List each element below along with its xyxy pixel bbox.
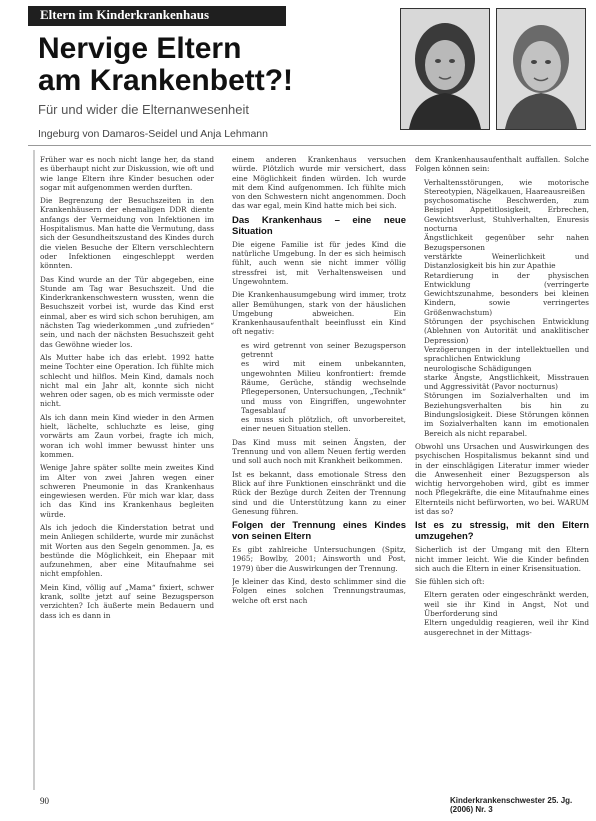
text-column-2: [232, 155, 406, 791]
list-item: • psychosomatische Beschwerden, zum Beispiel Appetitlosigkeit, Erbrechen, Gewichtsverlust, Stuhlverhalten, Enuresis nocturna: [424, 196, 589, 233]
section-label: Eltern im Kinderkrankenhaus: [40, 7, 210, 22]
list-item: • Störungen der psychischen Entwicklung (Ablehnen von Autorität und anaklitischer Depression): [424, 317, 589, 345]
header-divider: [28, 145, 591, 146]
paragraph: Wenige Jahre später sollte mein zweites Kind im Alter von zwei Jahren wegen einer schweren Pneumonie in das Krankenhaus eingewiesen werden. Für mich war klar, dass ich das Kind ins Krankenhaus begleiten würde.: [40, 463, 214, 519]
list-item: • Retardierung in der physischen Entwicklung (verringerte Gewichtszunahme, besonders bei kleinen Kindern, sowie verringertes Größenwachstum): [424, 271, 589, 317]
paragraph: dem Krankenhausaufenthalt auffallen. Solche Folgen können sein:: [415, 155, 589, 174]
paragraph: Mein Kind, völlig auf „Mama“ fixiert, schwer krank, sollte jetzt auf seine Bezugsperson verzichten? Ich äußerte mein Bedauern und dass ich es dann in: [40, 582, 214, 620]
title-line-2: am Krankenbett?!: [38, 63, 294, 97]
list-item: • es wird mit einem unbekannten, ungewohnten Milieu konfrontiert: fremde Räume, Gerüche, ständig wechselnde Pflegepersonen, Untersuchungen, „Technik“ und muss von Eingriffen, ungewohnter Tagesablauf: [241, 359, 406, 415]
section-heading: Ist es zu stressig, mit den Eltern umzugehen?: [415, 520, 589, 543]
list-item: • verstärkte Weinerlichkeit und Distanzlosigkeit bis hin zur Apathie: [424, 252, 589, 271]
paragraph: Als ich dann mein Kind wieder in den Armen hielt, lächelte, schluchzte es leise, ging vorwärts am Zaun vorbei, fragte ich mich, woran ich wohl immer bewusst hinter uns kommen.: [40, 412, 214, 459]
paragraph: Sicherlich ist der Umgang mit den Eltern nicht immer leicht. Wie die Kinder befinden sich auch die Eltern in einer Krisensituation.: [415, 545, 589, 573]
list-item: • es wird getrennt von seiner Bezugsperson getrennt: [241, 341, 406, 360]
paragraph: Das Kind wurde an der Tür abgegeben, eine Stunde am Tag war Besuchszeit. Und die Kinderkrankenschwestern wussten, wenn die Besuchszeit vorbei ist, wurde das Kind erst einmal, aber es wird sich schon beruhigen, am nächsten Tag wiederkommen „und zufrieden“ sein, und nach der nächsten Besuchszeit geht das Gewöhne wieder los.: [40, 274, 214, 349]
author-photo-1: [400, 8, 490, 130]
list-item: • Verzögerungen in der intellektuellen und sprachlichen Entwicklung: [424, 345, 589, 364]
bullet-list: [232, 341, 406, 434]
paragraph: Sie fühlen sich oft:: [415, 577, 485, 587]
paragraph: Ist es bekannt, dass emotionale Stress den Blick auf ihre Funktionen einschränkt und die Rück der Bezüge durch Zeiten der Trennung sind und die Unterstützung kann zu einer Genesung führen.: [232, 469, 406, 516]
author-portrait-2-image: [497, 9, 585, 129]
paragraph: Als ich jedoch die Kinderstation betrat und mein Anliegen schilderte, wurde mir zunächst mit Worten aus den Segeln genommen. Ja, es bestünde die Möglichkeit, ein Ehepaar mit aufzunehmen, aber eine Mitaufnahme sei nicht empfohlen.: [40, 522, 214, 579]
list-item: • starke Ängste, Angstlichkeit, Misstrauen und Aggressivität (Pavor nocturnus): [424, 373, 589, 392]
paragraph: Die Krankenhausumgebung wird immer, trotz aller Bemühungen, stark von der häuslichen Umgebung abweichen. Ein Krankenhausaufenthalt beeinflusst ein Kind oft negativ:: [232, 290, 406, 337]
list-item: • Verhaltensstörungen, wie motorische Stereotypien, Nägelkauen, Haareausreißen: [424, 178, 589, 197]
journal-footer: Kinderkrankenschwester 25. Jg. (2006) Nr. 3: [450, 796, 573, 814]
margin-line: [33, 150, 35, 790]
paragraph: Es gibt zahlreiche Untersuchungen (Spitz, 1965; Bowlby, 2001; Ainsworth und Post, 1979) über die Auswirkungen der Trennung.: [232, 545, 406, 573]
paragraph: Als Mutter habe ich das erlebt. 1992 hatte meine Tochter eine Operation. Ich fühlte mich schlecht und hilflos. Mein Kind, damals noch nicht mal ein Jahr alt, konnte sich nicht wehren oder sagen, ob es mich vermisste oder nicht.: [40, 352, 214, 409]
author-portrait-1-image: [401, 9, 489, 129]
bullet-list: [415, 178, 589, 438]
section-heading: Das Krankenhaus – eine neue Situation: [232, 214, 406, 237]
paragraph: Das Kind muss mit seinen Ängsten, der Trennung und von allem Neuen fertig werden und soll auch noch mit Krankheit beikommen.: [232, 437, 406, 466]
paragraph: Obwohl uns Ursachen und Auswirkungen des psychischen Hospitalismus bekannt sind und in der einschlägigen Literatur immer wieder die Anwesenheit einer Bezugsperson als wichtig hervorgehoben wird, gibt es immer noch Pflegekräfte, die eine Mitaufnahme eines Elternteils nicht befürworten, wo bei. WARUM ist das so?: [415, 441, 589, 516]
paragraph: Die eigene Familie ist für jedes Kind die natürliche Umgebung. In der es sich heimisch fühlt, auch wenn sie nicht immer völlig stressfrei ist, mit Verhaltensweisen und Ungewohntem.: [232, 239, 406, 286]
paragraph: Je kleiner das Kind, desto schlimmer sind die Folgen eines solchen Trennungstraumas, welche oft erst nach: [232, 576, 406, 605]
list-item: • Störungen im Sozialverhalten und im Beziehungsverhalten bis hin zu Bindungslosigkeit. Diese Störungen können im Sozialverhalten kann im emotionalen Bereich als nicht reparabel.: [424, 391, 589, 437]
list-item: • Ängstlichkeit gegenüber sehr nahen Bezugspersonen: [424, 233, 589, 252]
bullet-list: [415, 590, 589, 636]
list-item: • Eltern geraten oder eingeschränkt werden, weil sie ihr Kind in Angst, Not und Überforderung sind: [424, 590, 589, 618]
article-authors: Ingeburg von Damaros-Seidel und Anja Lehmann: [38, 128, 268, 140]
title-line-1: Nervige Eltern: [38, 32, 242, 65]
list-item: • neurologische Schädigungen: [424, 364, 589, 373]
page-number: 90: [40, 796, 49, 806]
text-column-3: [415, 155, 589, 791]
list-item: • es muss sich plötzlich, oft unvorbereitet, einer neuen Situation stellen.: [241, 415, 406, 434]
text-column-1: [40, 155, 214, 791]
author-photo-2: [496, 8, 586, 130]
article-subtitle: Für und wider die Elternanwesenheit: [38, 102, 250, 117]
article-title: [38, 33, 293, 96]
paragraph: Früher war es noch nicht lange her, da stand es überhaupt nicht zur Diskussion, wie oft und wie lange Eltern ihre Kinder besuchen oder sogar mit aufgenommen werden durften.: [40, 155, 214, 192]
list-item: • Eltern ungeduldig reagieren, weil ihr Kind ausgerechnet in der Mittags-: [424, 618, 589, 637]
paragraph: einem anderen Krankenhaus versuchen würde. Plötzlich wurde mir versichert, dass eine Möglichkeit finden würden. Ich wurde mit dem Kind aufgenommen. Ich fühlte mich von den Schwestern nicht angenommen. Doch das war egal, mein Kind hatte mich bei sich.: [232, 155, 406, 211]
section-heading: Folgen der Trennung eines Kindes von seinen Eltern: [232, 520, 406, 543]
paragraph: Die Begrenzung der Besuchszeiten in den Krankenhäusern der ehemaligen DDR diente anfangs der Vermeidung von Infektionen im Hospitalismus. Man hatte die Vermutung, dass sich der Gesundheitszustand des Kindes durch die vielen Besuche der Eltern verschlechtern oder Infektionen eingeschleppt werden könnten.: [40, 196, 214, 271]
